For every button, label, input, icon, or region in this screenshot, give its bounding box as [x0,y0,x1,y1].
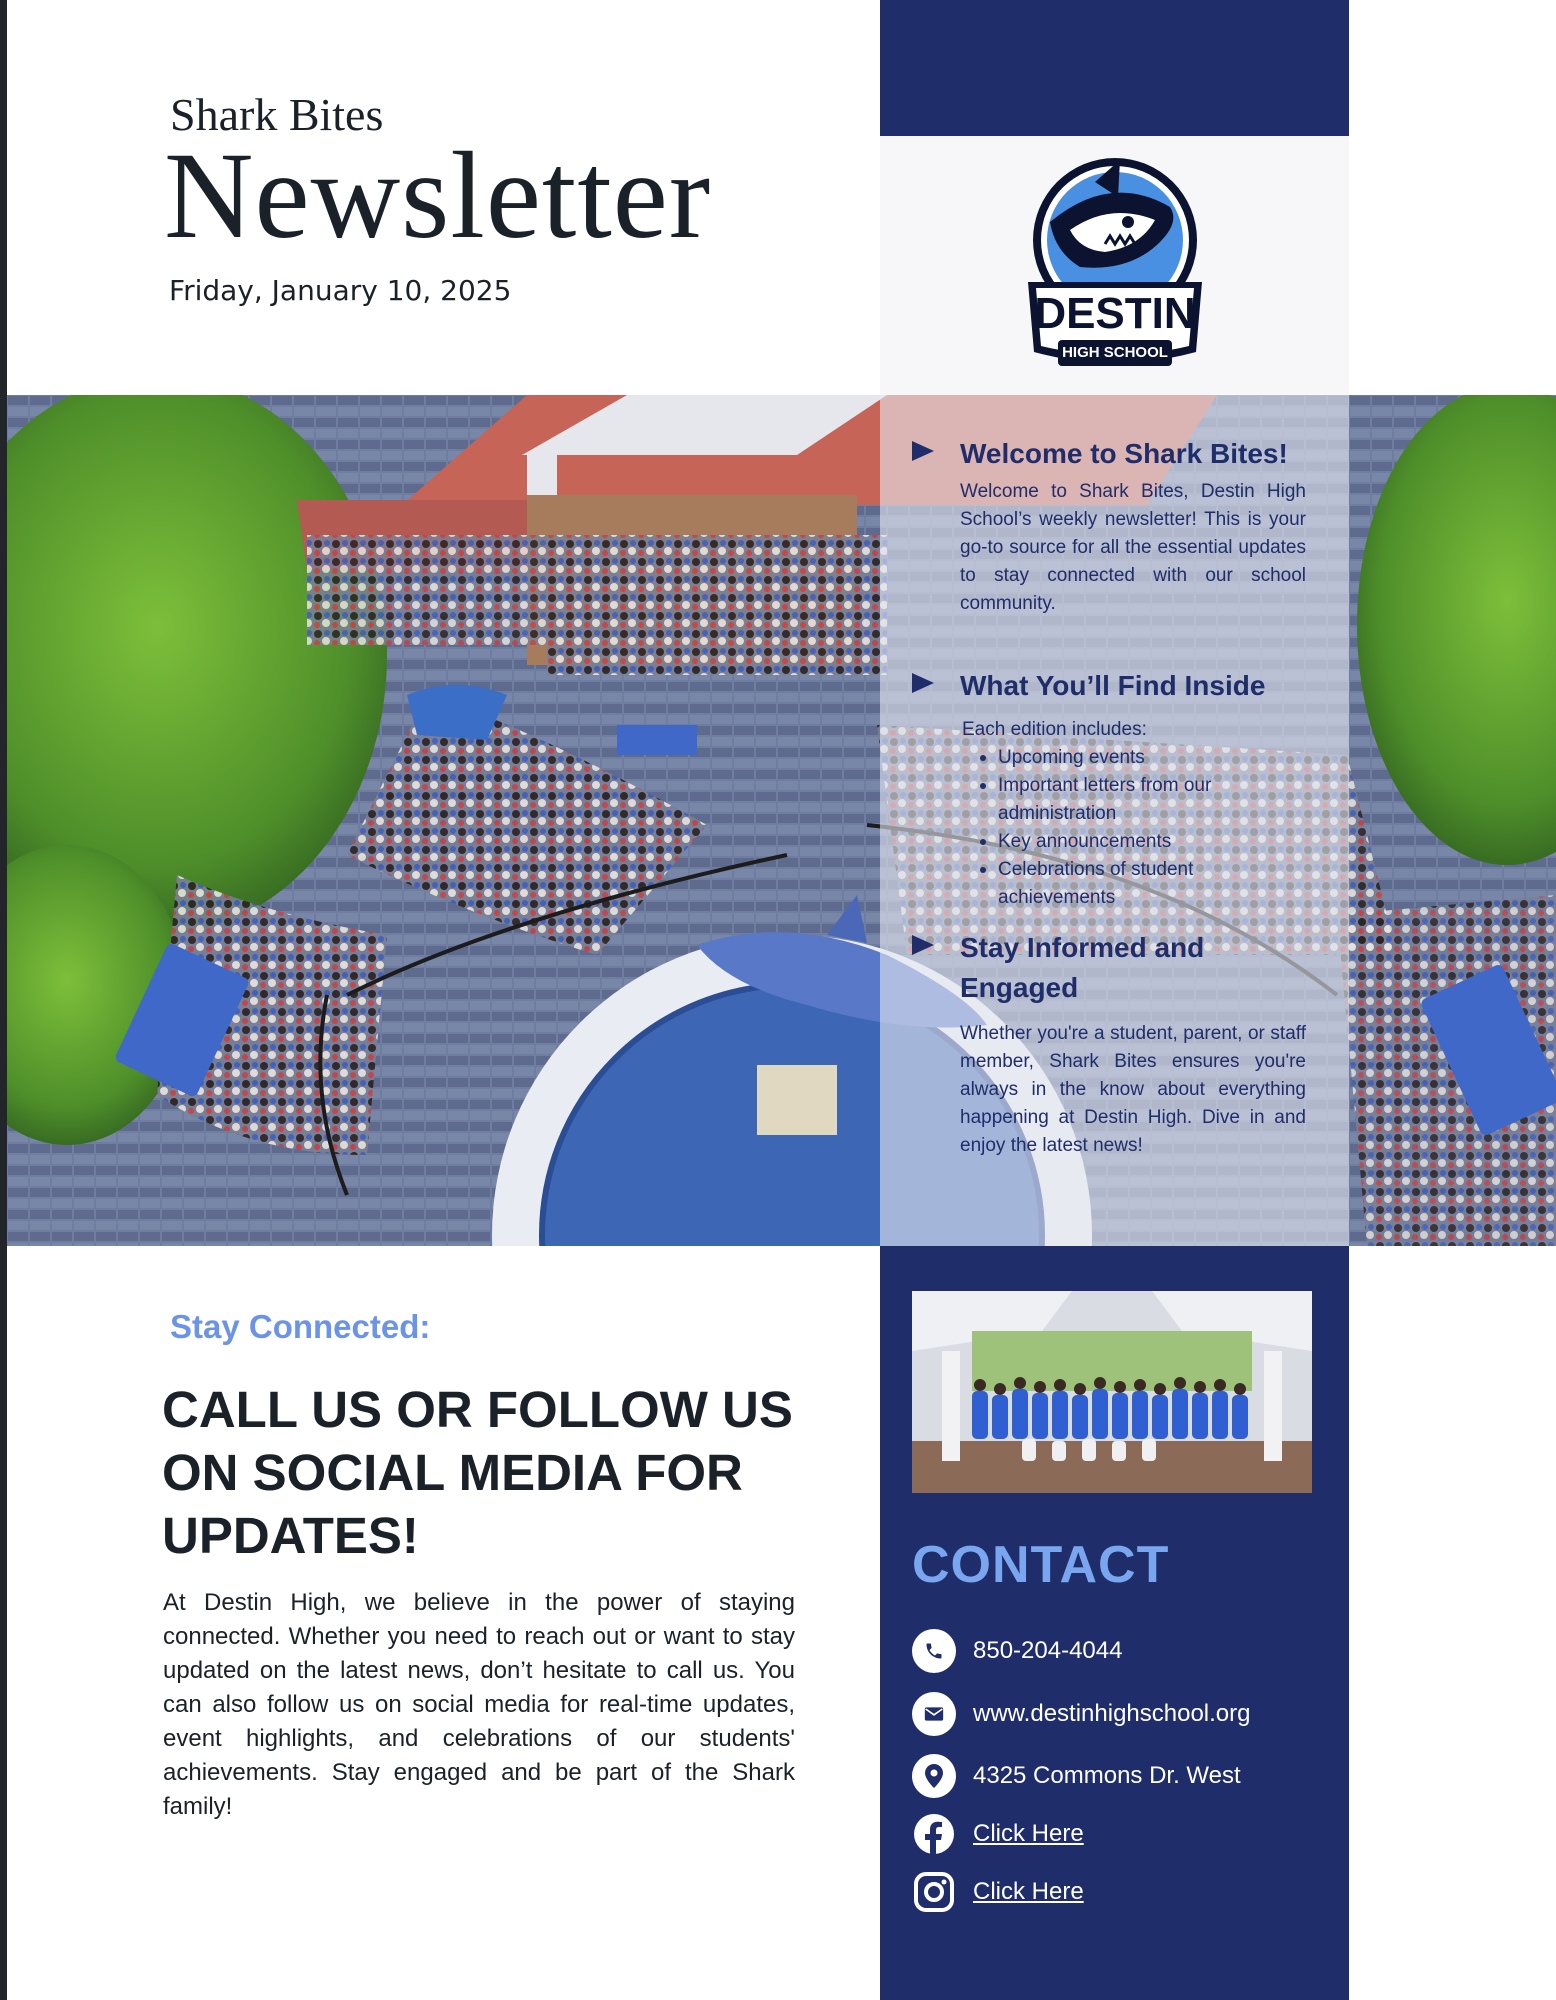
list-item: Important letters from our administration [976,772,1262,828]
newsletter-kicker: Shark Bites [170,89,384,140]
facebook-icon[interactable] [912,1812,956,1856]
contact-title: CONTACT [912,1536,1170,1594]
instagram-icon[interactable] [912,1870,956,1914]
list-item: Key announcements [976,828,1262,856]
cta-headline: CALL US OR FOLLOW US ON SOCIAL MEDIA FOR UPDATES! [162,1381,793,1564]
contact-website[interactable]: www.destinhighschool.org [973,1700,1251,1727]
contact-instagram-row[interactable] [912,1870,1084,1914]
contact-address-row [912,1754,1241,1798]
page-edge [0,0,7,2000]
logo-school-type: HIGH SCHOOL [1062,344,1168,361]
navy-banner [880,0,1349,136]
contact-website-row [912,1692,1251,1736]
arrow-bullet-icon [912,673,934,693]
arrow-bullet-icon [912,935,934,955]
list-lead: Each edition includes: [962,719,1147,740]
contact-address: 4325 Commons Dr. West [973,1762,1241,1789]
facebook-link[interactable]: Click Here [973,1820,1084,1847]
logo-school-name: DESTIN [1034,289,1196,338]
list-item: Upcoming events [976,744,1262,772]
email-icon [912,1692,956,1736]
section-body-informed: Whether you're a student, parent, or staff member, Shark Bites ensures you're always in the know about everything happening at Destin High. Dive in and enjoy the latest news! [960,1023,1306,1156]
contact-phone-row [912,1629,1122,1673]
section-heading-inside: What You’ll Find Inside [912,666,1310,706]
location-pin-icon [912,1754,956,1798]
section-heading-informed: Stay Informed and Engaged [912,928,1260,1008]
stay-connected-kicker: Stay Connected: [170,1308,431,1345]
issue-date: Friday, January 10, 2025 [169,274,512,307]
phone-icon [912,1629,956,1673]
newsletter-title: Newsletter [164,127,712,264]
section-list-inside [962,716,1262,912]
list-item: Celebrations of student achievements [976,856,1262,912]
arrow-bullet-icon [912,441,934,461]
staff-group-photo [912,1291,1312,1493]
contact-phone: 850-204-4044 [973,1637,1123,1664]
section-body-welcome: Welcome to Shark Bites, Destin High School’s weekly newsletter! This is your go-to source for all the essential updates to stay connected with our school community. [960,481,1306,614]
instagram-link[interactable]: Click Here [973,1878,1084,1905]
cta-body: At Destin High, we believe in the power of staying connected. Whether you need to reach out or want to stay updated on the latest news, don’t hesitate to call us. You can also follow us on social media for real-time updates, event highlights, and celebrations of our students' achievements. Stay engaged and be part of the Shark family! [163,1589,795,1820]
school-logo [1010,152,1220,377]
contact-facebook-row[interactable] [912,1812,1084,1856]
section-heading-welcome: Welcome to Shark Bites! [912,434,1310,474]
